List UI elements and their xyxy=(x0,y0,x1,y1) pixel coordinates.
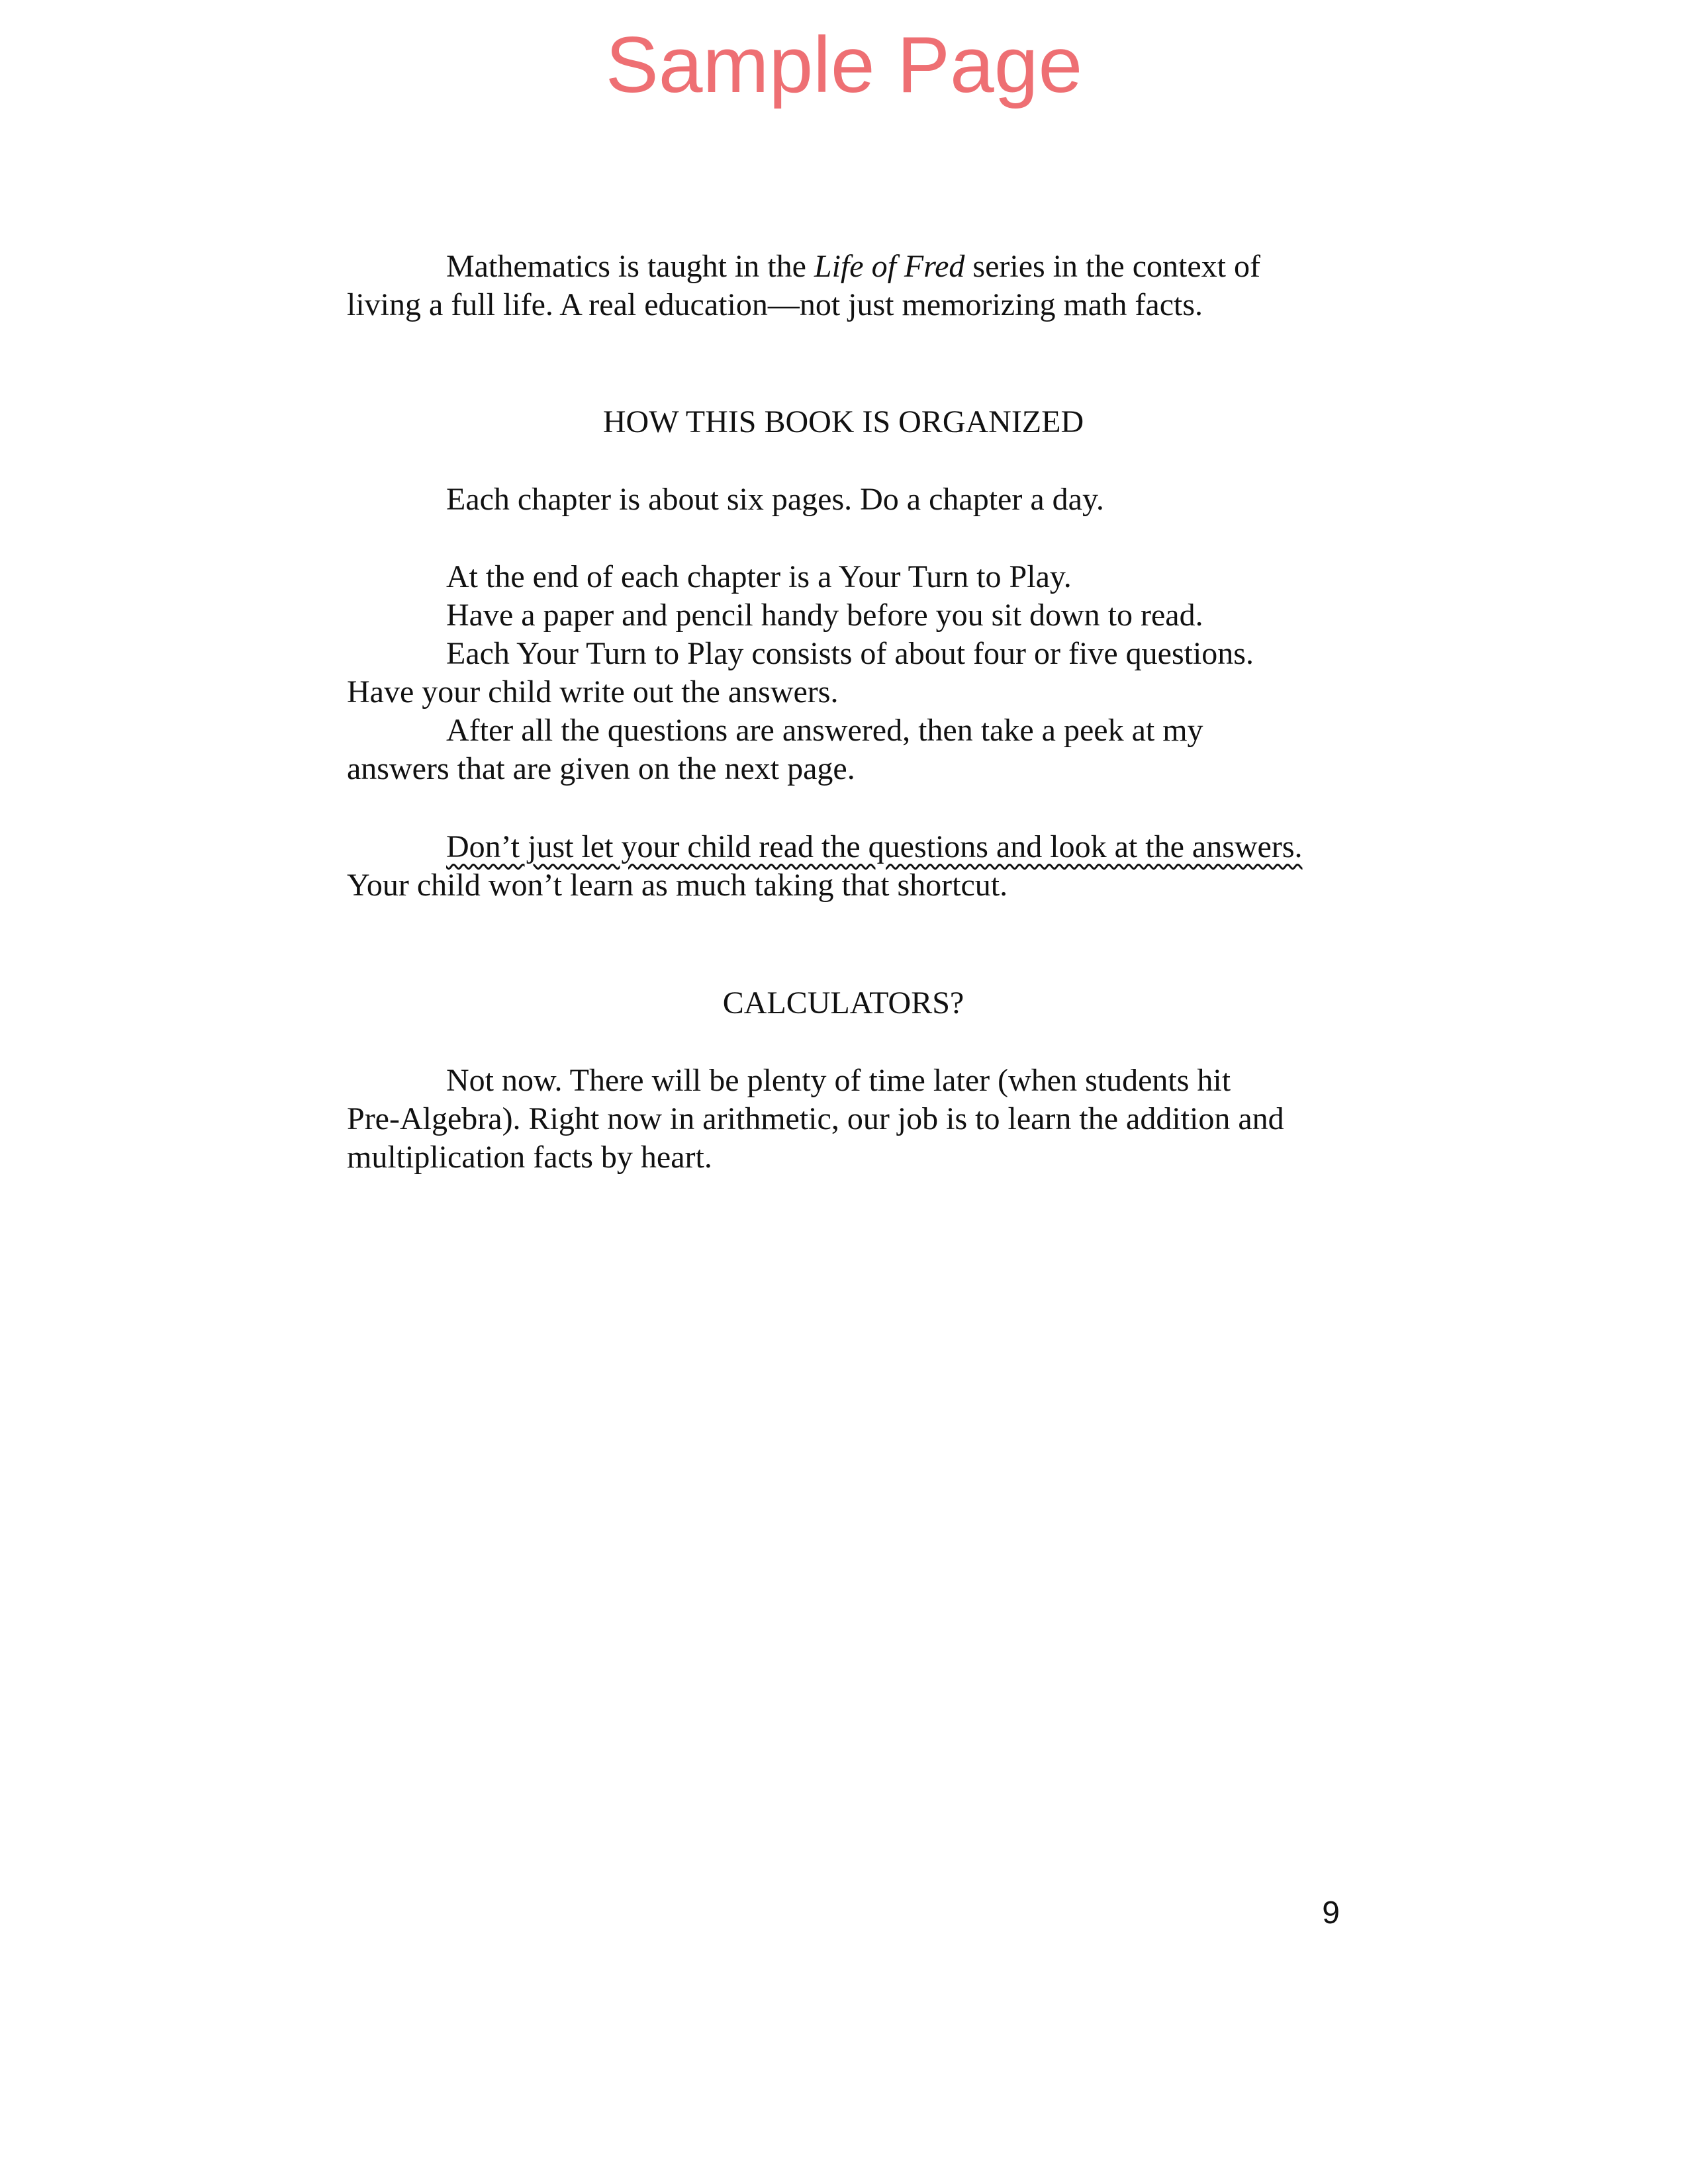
your-turn-line-1: At the end of each chapter is a Your Turn to Play. xyxy=(446,559,1072,594)
calculators-line-1: Not now. There will be plenty of time later (when students hit xyxy=(446,1063,1231,1098)
intro-line-1 xyxy=(347,248,1439,286)
section-heading-organized: HOW THIS BOOK IS ORGANIZED xyxy=(602,404,1084,439)
warning-underlined-text: Don’t just let your child read the questions and look at the answers. xyxy=(446,829,1303,864)
your-turn-line-4: Have your child write out the answers. xyxy=(347,674,839,709)
chapter-length-paragraph: Each chapter is about six pages. Do a chapter a day. xyxy=(446,482,1104,517)
calculators-line-2: Pre-Algebra). Right now in arithmetic, our job is to learn the addition and xyxy=(347,1101,1284,1136)
page-number: 9 xyxy=(1322,1895,1340,1931)
your-turn-line-6: answers that are given on the next page. xyxy=(347,751,855,786)
warning-continuation: Your child won’t learn as much taking that shortcut. xyxy=(347,868,1008,903)
warning-line xyxy=(347,828,1439,866)
book-series-title: Life of Fred xyxy=(814,249,965,284)
intro-text: Mathematics is taught in the xyxy=(446,249,814,284)
your-turn-line-2: Have a paper and pencil handy before you sit down to read. xyxy=(446,598,1203,633)
intro-line-2: living a full life. A real education—not just memorizing math facts. xyxy=(347,287,1203,322)
sample-page-watermark: Sample Page xyxy=(605,21,1083,109)
your-turn-line-3: Each Your Turn to Play consists of about four or five questions. xyxy=(446,636,1254,671)
calculators-line-3: multiplication facts by heart. xyxy=(347,1140,712,1175)
your-turn-line-5: After all the questions are answered, then take a peek at my xyxy=(446,713,1203,748)
intro-text-cont: series in the context of xyxy=(964,249,1260,284)
section-heading-calculators: CALCULATORS? xyxy=(722,985,964,1021)
